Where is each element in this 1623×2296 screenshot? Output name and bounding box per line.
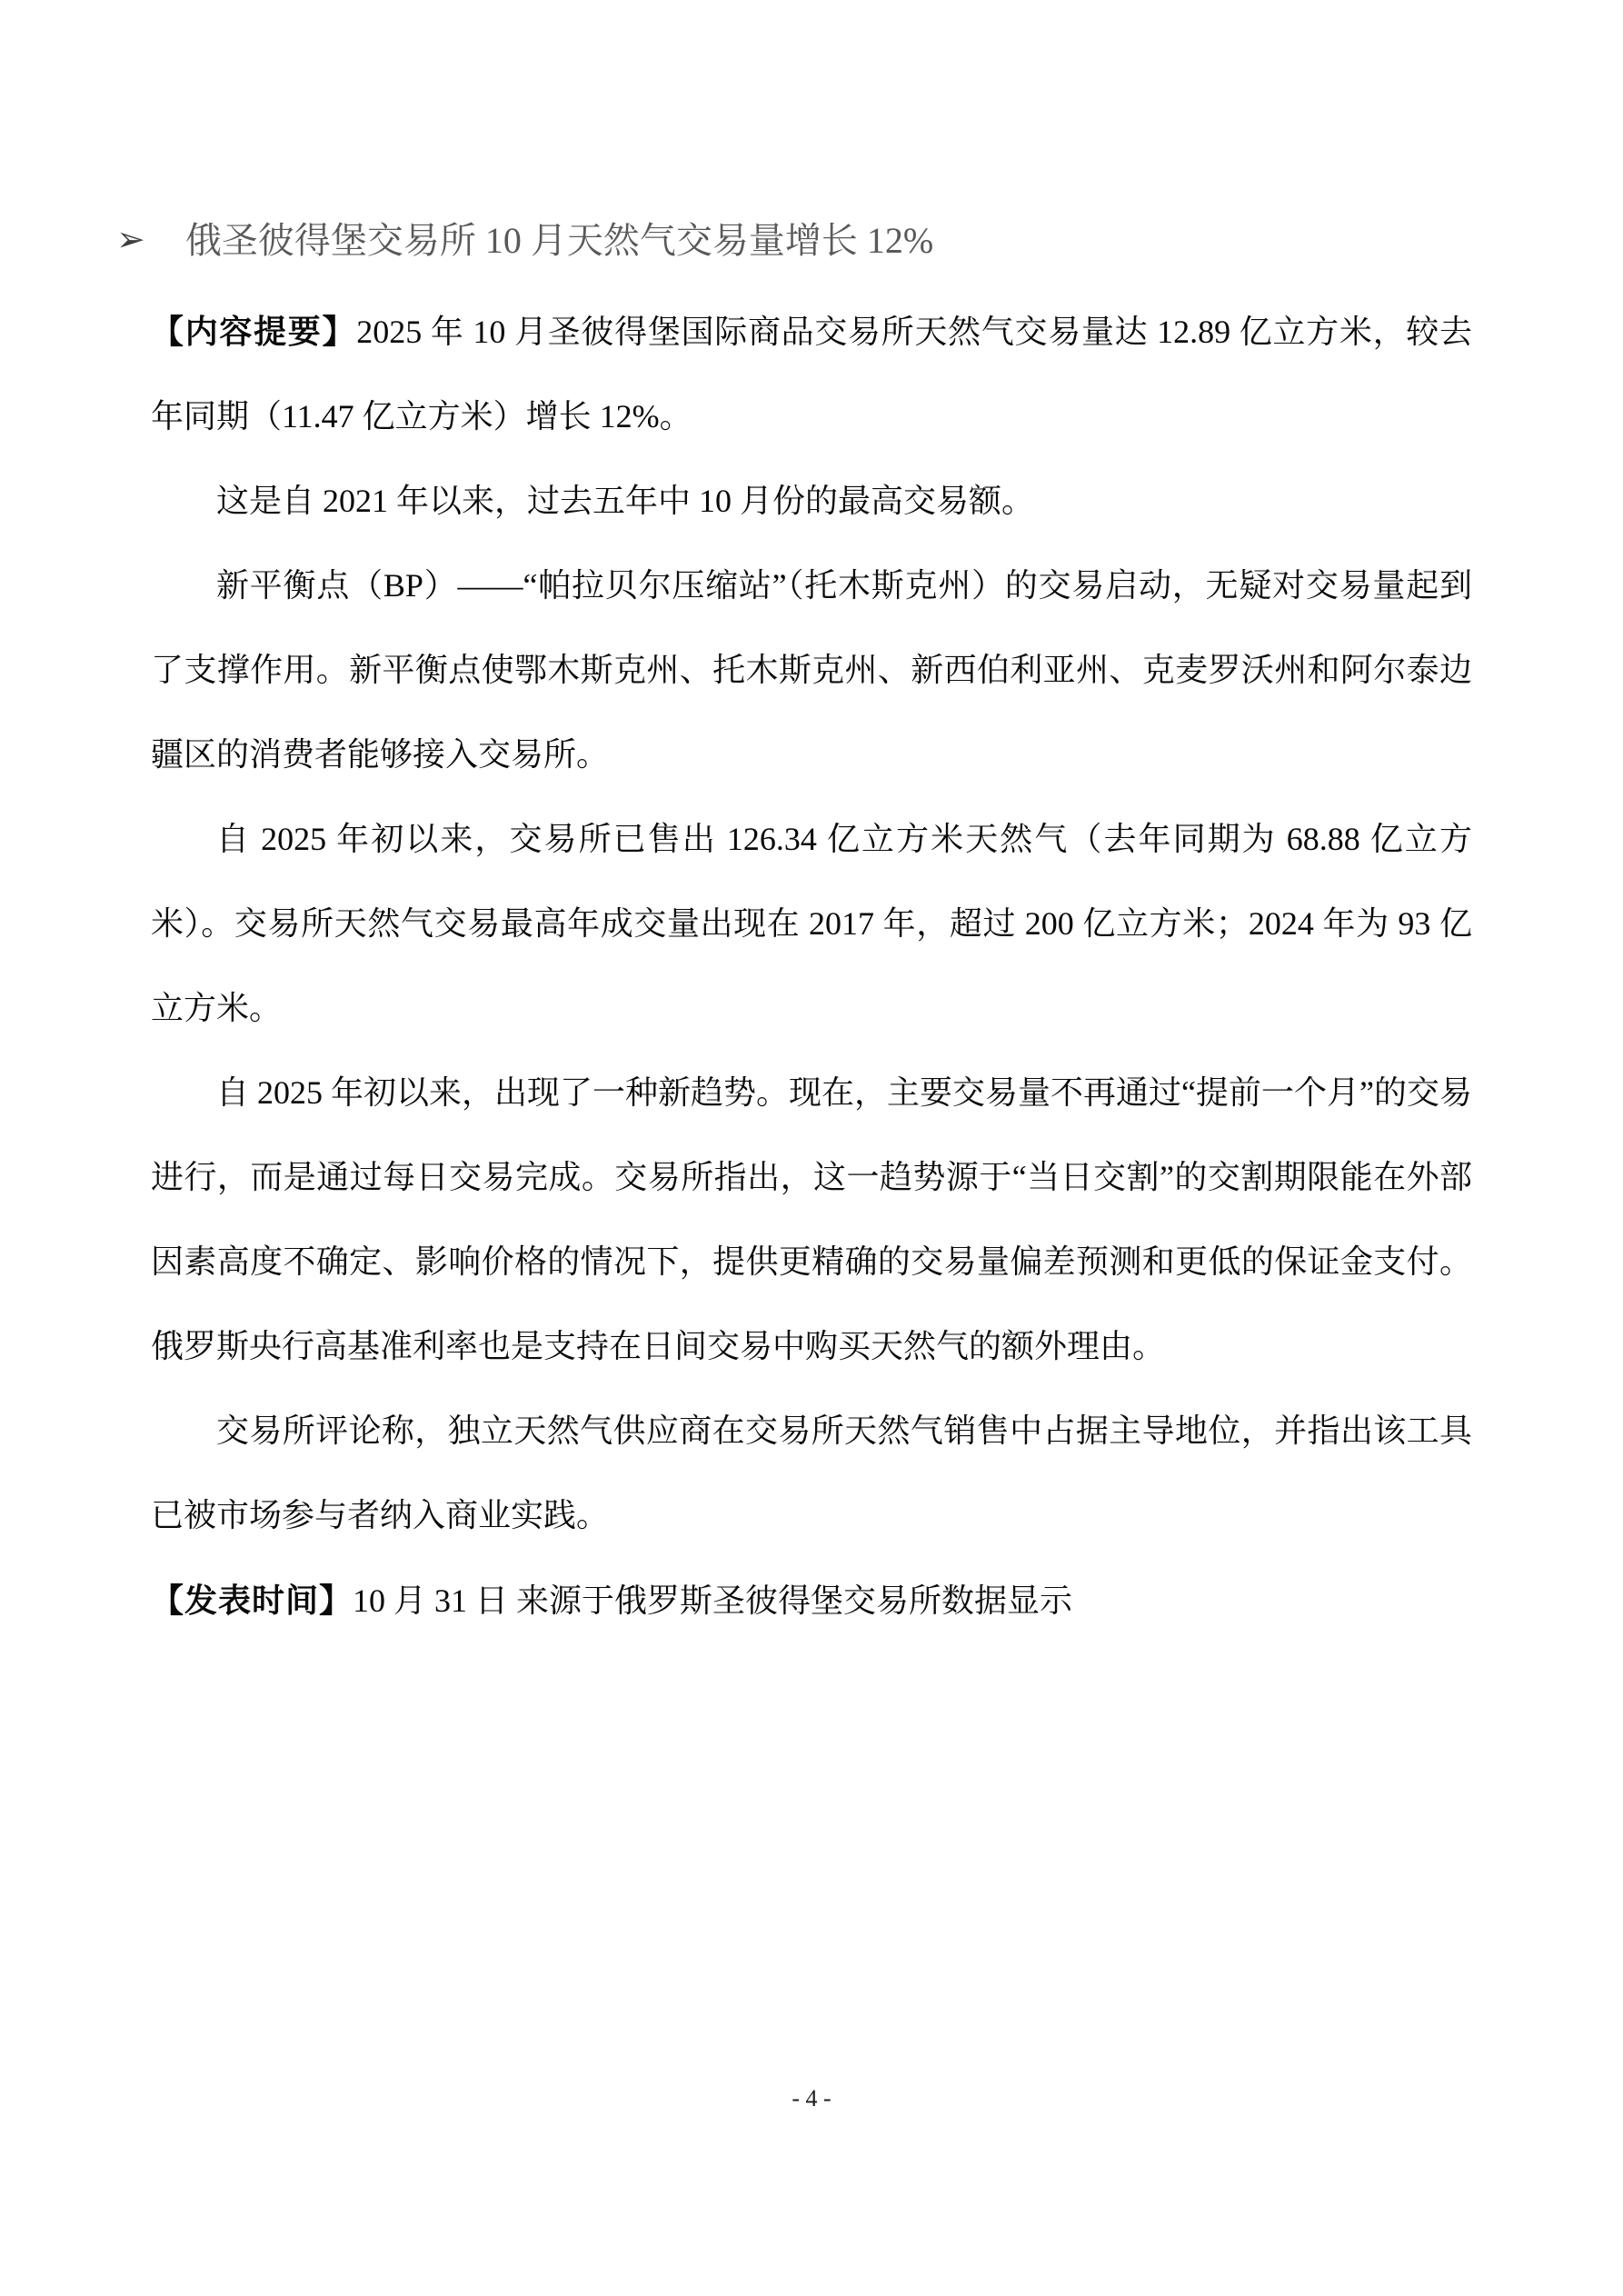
paragraph <box>151 1389 1472 1558</box>
paragraph <box>151 289 1472 459</box>
arrow-bullet-icon: ➢ <box>116 221 145 259</box>
paragraph-label: 【发表时间】 <box>151 1582 353 1619</box>
page-footer <box>0 2085 1623 2112</box>
body-text <box>151 289 1472 1643</box>
paragraph-text: 10 月 31 日 来源于俄罗斯圣彼得堡交易所数据显示 <box>353 1582 1073 1619</box>
section-heading-text: 俄圣彼得堡交易所 10 月天然气交易量增长 12% <box>184 220 934 261</box>
paragraph <box>151 1051 1472 1389</box>
page-number: - 4 - <box>792 2085 831 2111</box>
paragraph <box>151 459 1472 544</box>
paragraph-text: 2025 年 10 月圣彼得堡国际商品交易所天然气交易量达 12.89 亿立方米，较去年同期（11.47 亿立方米）增长 12%。 <box>151 314 1472 434</box>
paragraph-text: 自 2025 年初以来，交易所已售出 126.34 亿立方米天然气（去年同期为 68.88 亿立方米）。交易所天然气交易最高年成交量出现在 2017 年，超过 200 亿立方米；2024 年为 93 亿立方米。 <box>151 821 1472 1026</box>
paragraph-label: 【内容提要】 <box>151 313 357 350</box>
paragraph <box>151 544 1472 797</box>
section-heading <box>116 218 1479 264</box>
paragraph <box>151 1558 1472 1643</box>
paragraph-text: 交易所评论称，独立天然气供应商在交易所天然气销售中占据主导地位，并指出该工具已被市场参与者纳入商业实践。 <box>151 1413 1472 1533</box>
paragraph <box>151 797 1472 1051</box>
paragraph-text: 新平衡点（BP）——“帕拉贝尔压缩站”（托木斯克州）的交易启动，无疑对交易量起到了支撑作用。新平衡点使鄂木斯克州、托木斯克州、新西伯利亚州、克麦罗沃州和阿尔泰边疆区的消费者能够接入交易所。 <box>151 567 1472 773</box>
paragraph-text: 自 2025 年初以来，出现了一种新趋势。现在，主要交易量不再通过“提前一个月”的交易进行，而是通过每日交易完成。交易所指出，这一趋势源于“当日交割”的交割期限能在外部因素高度不确定、影响价格的情况下，提供更精确的交易量偏差预测和更低的保证金支付。俄罗斯央行高基准利率也是支持在日间交易中购买天然气的额外理由。 <box>151 1074 1472 1364</box>
paragraph-text: 这是自 2021 年以来，过去五年中 10 月份的最高交易额。 <box>216 483 1035 519</box>
